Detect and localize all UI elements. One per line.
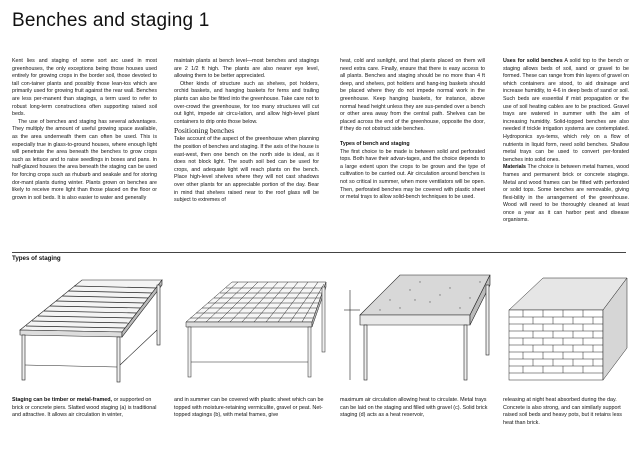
paragraph: Take account of the aspect of the greenhouse when planning the position of benches and staging. If the axis of the house is east-west, then one bench on the north side is ideal, as it does not block light. The south soil bed can be used for crops, and adequate light will reach plants on the bench. Place high-level shelves where they will not cast shadows over other plants for an appreciable portion of the day. Bear in mind that shelves raised near to the roof glass will be subject to extremes of — [174, 136, 319, 204]
caption-text: releasing at night heat absorbed during the day. Concrete is also strong, and can similarly support raised soil beds and heavy pots, but it retains less heat than brick. — [503, 397, 622, 427]
paragraph: The use of benches and staging has several advantages. They multiply the amount of useful growing space available, as the area underneath them can often be used. This is especially true in glass-to-ground houses, where enough light will penetrate the area beneath the benches to grow crops such as lettuce and to raise seedlings in boxes and pans. In half-glazed houses the area beneath the staging can be used for forcing crops such as rhubarb and seakale and for storing dor-mant plants during winter. Plants grown on benches are likely to receive more light than those placed on the floor or grown in soil beds. It is also easier to water and generally — [12, 118, 157, 201]
caption-3 — [340, 397, 490, 420]
paragraph-text: The choice is between metal frames, wood frames and permanent brick or concrete stagings. Metal and wood frames can be fitted with perforated or solid tops. Some benches are removable, giving flexi-bility in the arrangement of the greenhouse. Wood will need to be thoroughly cleaned at least once a year as it can harbor pest and disease organisms. — [503, 164, 629, 224]
caption-2 — [174, 397, 324, 420]
section-heading-types: Types of bench and staging — [340, 140, 410, 147]
paragraph: Other kinds of structure such as shelves, pot holders, orchid baskets, and hanging baskets for ferns and trailing plants can also be fitted into the greenhouse. Take care not to over-crowd the greenhouse, for too many structures will cut out light, impede air circu-lation, and allow high-level plant containers to drip onto those below. — [174, 80, 319, 125]
paragraph: maintain plants at bench level—most benches and stagings are 2 1/2 ft high. The plants are also nearer eye level, allowing them to be better appreciated. — [174, 58, 319, 80]
paragraph: heat, cold and sunlight, and that plants placed on them will need extra care. Finally, ensure that there is easy access to all plants. Benches and staging should be no more than 4 ft deep, and shelves, pot holders and hang-ing baskets should be placed where they do not impede normal work in the greenhouse. Keep hanging baskets, for instance, above normal head height unless they are sus-pended over a bench or other area away from the central path. Shelves can be placed across the end of the greenhouse, opposite the door, if they do not obstruct side benches. — [340, 58, 485, 133]
caption-text: maximum air circulation allowing heat to circulate. Metal trays can be laid on the staging and filled with gravel (c). Solid brick staging (d) acts as a heat reservoir, — [340, 397, 488, 419]
paragraph: The first choice to be made is between solid and perforated tops. Both have their advan-tages, and the choice depends to a large extent upon the crops to be grown and the type of cultivation to be carried out. Air circulation around benches is not so critical in summer, when more ventilators will be open. Then, perforated benches may be covered with plastic sheet or metal trays to allow solid-bench techniques to be used. — [340, 148, 485, 201]
caption-4 — [503, 397, 629, 428]
page-title: Benches and staging 1 — [12, 10, 210, 31]
slatted-staging-illustration — [12, 270, 167, 390]
paragraph: Kent lies and staging of some sort arc used in most greenhouses, the only exceptions being those houses used entirely for growing crops in the border soil, those devoted to tall con-tainer plants and possibly those lean-tos which are primarily used for growing fruit against the rear wall. Benches are less per-manent than stagings, a term used to refer to robust long-term constructions often supporting raised soil beds. — [12, 58, 157, 118]
net-topped-staging-illustration — [174, 270, 332, 390]
text-column-1 — [12, 58, 157, 202]
text-column-3 — [340, 58, 485, 202]
caption-1 — [12, 397, 162, 420]
divider — [12, 252, 626, 253]
paragraph — [503, 58, 629, 164]
figures-label: Types of staging — [12, 255, 61, 262]
caption-text: and in summer can be covered with plastic sheet which can be topped with moisture-retaining vermiculite, gravel or peat. Net-topped stagings (b), with metal frames, give — [174, 397, 324, 419]
text-column-2 — [174, 58, 319, 205]
subheading-positioning-benches: Positioning benches — [174, 126, 235, 136]
brick-staging-illustration — [503, 270, 631, 390]
paragraph — [503, 164, 629, 225]
lead-materials: Materials — [503, 164, 526, 171]
lead-solid-benches: Uses for solid benches — [503, 58, 563, 64]
caption-lead: Staging can be timber or metal-framed, — [12, 397, 113, 403]
text-column-4 — [503, 58, 629, 225]
caption-text — [12, 397, 162, 420]
gravel-tray-staging-illustration — [340, 270, 498, 390]
caption-rest: or supported on brick or concrete piers. Slatted wood staging (a) is traditional and attractive. It allows air circulation in winter, — [12, 397, 157, 419]
paragraph-text: A solid top to the bench or staging allows beds of soil, sand or gravel to be formed. These can range from thin layers of gravel on which containers are stood, to aid drainage and increase humidity, to 4-6 in deep beds of sand or soil. Such beds are essential if mist propagation or the use of soil heating cables are to be practiced. Gravel trays are watered in summer with the aim of increasing humidity. Solid-topped benches are also needed if trickle irrigation systems are contemplated. Hydroponics sys-tems, which rely on a flow of nutrients in liquid form, need solid benches. Shallow metal trays can be used to convert per-forated benches into solid ones. — [503, 58, 629, 163]
